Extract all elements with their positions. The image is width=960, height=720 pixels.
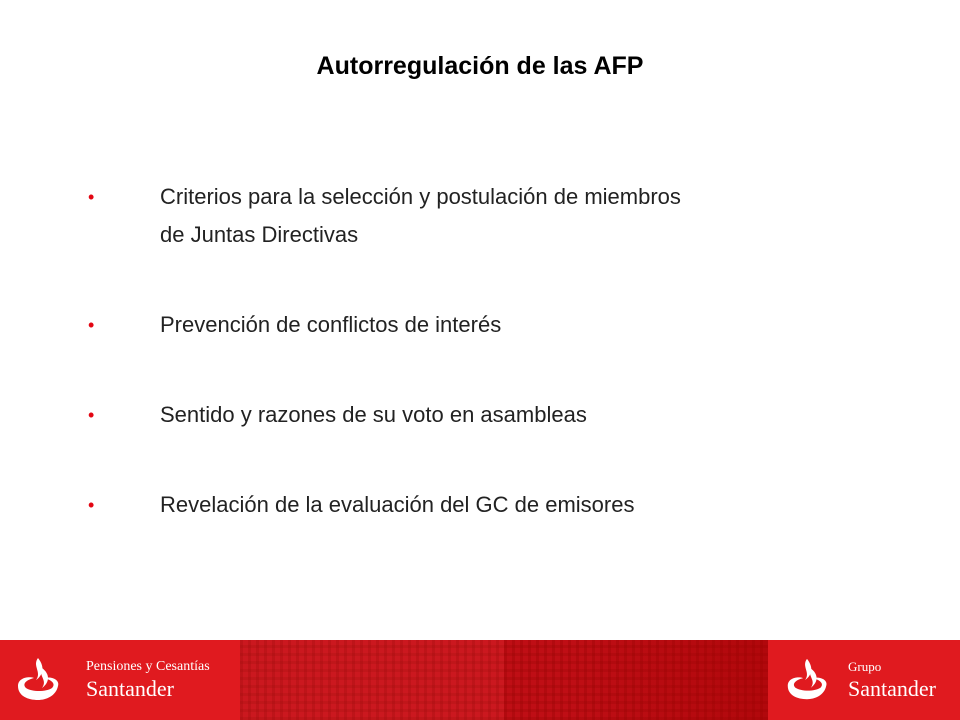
bullet-text: Revelación de la evaluación del GC de emisores bbox=[160, 492, 635, 517]
grupo-santander-logo bbox=[768, 640, 960, 720]
bullet-item-gc-evaluation bbox=[88, 486, 888, 524]
bullet-list bbox=[88, 178, 888, 524]
logo-brand-name: Santander bbox=[86, 676, 174, 701]
footer-pattern bbox=[240, 640, 768, 720]
logo-text bbox=[86, 658, 210, 702]
pensiones-santander-logo bbox=[0, 640, 240, 720]
bullet-item-voting bbox=[88, 396, 888, 434]
logo-subtitle: Pensiones y Cesantías bbox=[86, 659, 210, 674]
santander-flame-icon bbox=[12, 654, 64, 706]
bullet-glyph: • bbox=[88, 315, 95, 335]
logo-brand-name: Santander bbox=[848, 676, 936, 701]
bullet-text: Prevención de conflictos de interés bbox=[160, 312, 502, 337]
bullet-text-continuation: de Juntas Directivas bbox=[160, 222, 359, 247]
bullet-glyph: • bbox=[88, 405, 95, 425]
bullet-item-conflict-prevention bbox=[88, 306, 888, 344]
bullet-text: Sentido y razones de su voto en asambleas bbox=[160, 402, 587, 427]
bullet-glyph: • bbox=[88, 187, 95, 207]
logo-text bbox=[848, 658, 936, 702]
footer-bar bbox=[0, 640, 960, 720]
bullet-item-selection-criteria bbox=[88, 178, 888, 254]
bullet-glyph: • bbox=[88, 495, 95, 515]
santander-flame-icon bbox=[782, 655, 832, 705]
logo-subtitle: Grupo bbox=[848, 659, 882, 674]
slide-title: Autorregulación de las AFP bbox=[316, 52, 644, 80]
bullet-text: Criterios para la selección y postulación de miembros bbox=[160, 184, 681, 209]
